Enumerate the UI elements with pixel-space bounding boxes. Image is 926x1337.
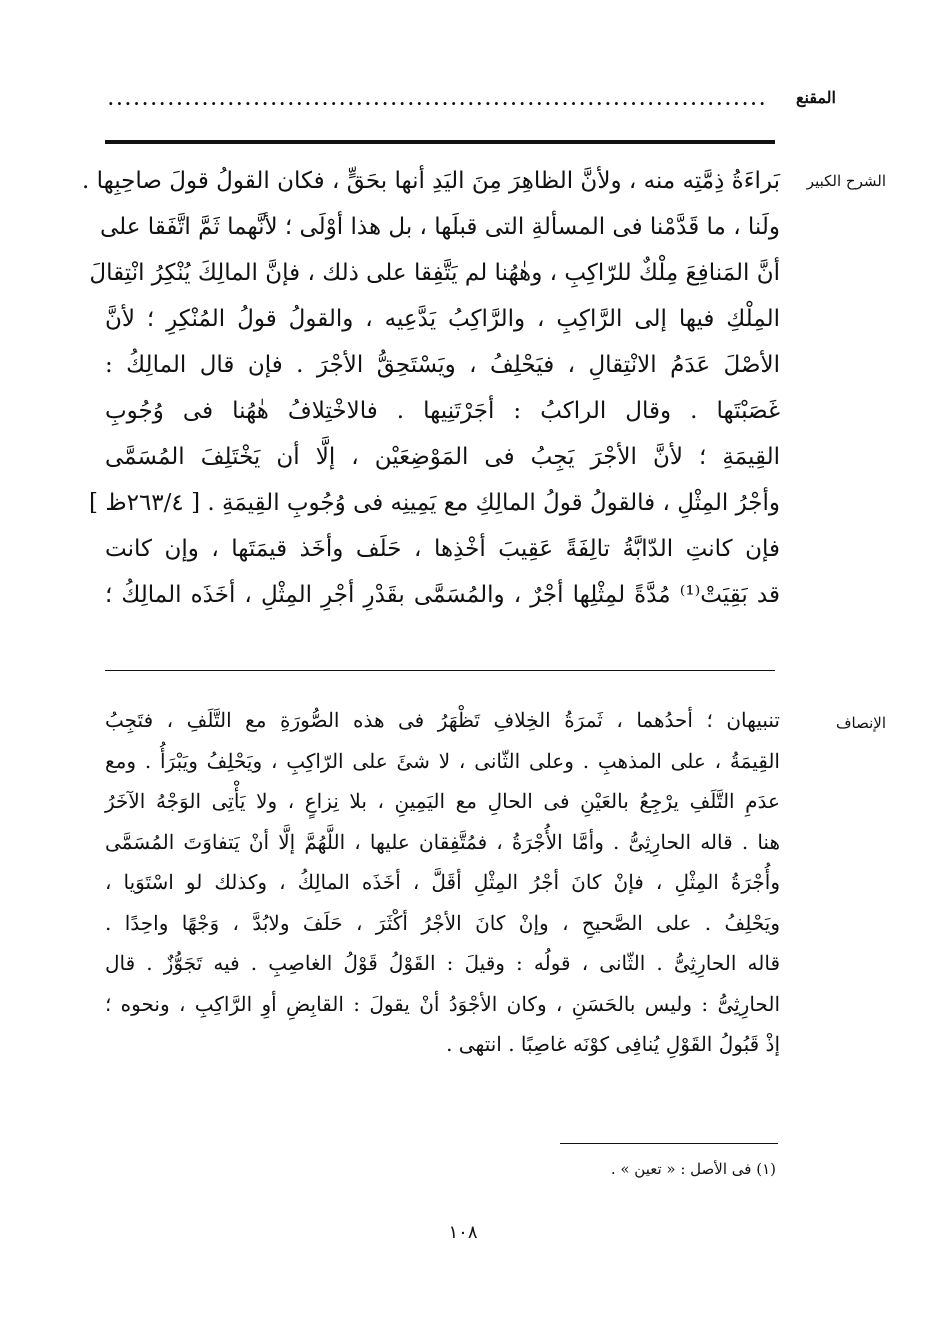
insaf-line: هنا . قاله الحارِثِىُّ . وأمَّا الأُجْرَةُ ، فمُتَّفِقان عليها ، اللَّهُمَّ إلَّا أنْ يَتفاوَتَ المُسَمَّى xyxy=(105,829,780,854)
sharh-line: غَصَبْتَها . وقال الراكبُ : أجَرْتَنِيها . فالاخْتِلافُ هٰهُنا فى وُجُوبِ xyxy=(105,398,780,424)
insaf-line: قاله الحارِثِىُّ . الثّانى ، قولُه : وقيلَ : القَوْلُ قَوْلُ الغاصِبِ . فيه تَجَوُّزٌ . قال xyxy=(105,951,780,975)
sharh-line: القِيمَةِ ؛ لأنَّ الأجْرَ يَجِبُ فى المَوْضِعَيْن ، إلَّا أن يَخْتَلِفَ المُسَمَّى xyxy=(105,444,780,470)
section-label-insaf: الإنصاف xyxy=(835,714,886,732)
footnote-rule xyxy=(560,1143,778,1144)
insaf-line: تنبيهان ؛ أحدُهما ، ثَمرَةُ الخِلافِ تَظْهَرُ فى هذه الصُّورَةِ مع التَّلَفِ ، فتَجِبُ xyxy=(105,708,780,732)
running-header-title: المقنع xyxy=(795,88,836,107)
sharh-line: ولَنا ، ما قَدَّمْنا فى المسألةِ التى قبلَها ، بل هذا أوْلَى ؛ لأنَّهما ثَمَّ اتَّفَقا على xyxy=(99,214,780,240)
sharh-line: أنَّ المَنافِعَ مِلْكٌ للرّاكِبِ ، وهٰهُنا لم يَتَّفِقا على ذلك ، فإنَّ المالِكَ يُنْكِرُ انْتِقالَ xyxy=(89,260,780,286)
sharh-line: فإن كانتِ الدّابَّةُ تالِفَةً عَقِيبَ أخْذِها ، حَلَف وأخَذ قيمَتَها ، وإن كانت xyxy=(105,536,780,562)
insaf-line: الحارِثِىُّ : وليس بالحَسَنِ ، وكان الأجْوَدُ أنْ يقولَ : القابِضِ أوِ الرَّاكِبِ ، ونحوه ؛ xyxy=(105,991,780,1016)
insaf-line: عدَمِ التَّلَفِ يرْجِعُ بالعَيْنِ فى الحالِ مع اليَمِينِ ، بلا نِزاعٍ ، ولا يَأْتِى الوَجْهُ الآخَرُ xyxy=(105,789,780,813)
insaf-line: ويَحْلِفُ . على الصَّحيحِ ، وإنْ كانَ الأجْرُ أكْثَرَ ، حَلَفَ ولابُدَّ ، وَجْهًا واحِدًا . xyxy=(105,910,780,935)
sharh-line: الأصْلَ عَدَمُ الانْتِقالِ ، فيَحْلِفُ ، ويَسْتَحِقُّ الأجْرَ . فإن قال المالِكُ : xyxy=(105,352,780,378)
insaf-text-block xyxy=(105,700,780,1065)
section-label-sharh: الشرح الكبير xyxy=(806,172,886,190)
sharh-line: المِلْكِ فيها إلى الرَّاكِبِ ، والرَّاكِبُ يَدَّعِيه ، والقولُ قولُ المُنْكِرِ ؛ لأنَّ xyxy=(105,306,780,332)
insaf-line: القِيمَةُ ، على المذهبِ . وعلى الثّانى ، لا شئَ على الرّاكِبِ ، ويَحْلِفُ ويَبْرَأُ . ومع xyxy=(105,748,780,773)
sharh-line: بَراءَةُ ذِمَّتِه منه ، ولأنَّ الظاهِرَ مِنَ اليَدِ أنها بحَقٍّ ، فكان القولُ قولَ صاحِبِها . xyxy=(82,168,780,194)
insaf-line: وأُجْرَةُ المِثْلِ ، فإنْ كانَ أجْرُ المِثْلِ أقَلَّ ، أخَذَه المالِكُ ، وكذلك لو اسْتَوَيا ، xyxy=(105,870,780,894)
page-number: ١٠٨ xyxy=(448,1222,478,1243)
insaf-line: إذْ قَبُولُ القَوْلِ يُنافِى كوْنَه غاصِبًا . انتهى . xyxy=(446,1032,780,1056)
header-rule xyxy=(105,140,775,144)
sharh-line: وأجْرُ المِثْلِ ، فالقولُ قولُ المالِكِ مع يَمِينِه فى وُجُوبِ القِيمَةِ . [ ٢٦٣/٤ظ ] xyxy=(89,490,780,516)
sharh-line: قد بَقِيَتْ⁽¹⁾ مُدَّةً لمِثْلِها أجْرٌ ، والمُسَمَّى بقَدْرِ أجْرِ المِثْلِ ، أخَذَه المالِكُ ؛ xyxy=(105,582,781,608)
section-divider xyxy=(105,670,775,671)
footnote: (١) فى الأصل : « تعين » . xyxy=(610,1160,776,1178)
sharh-text-block xyxy=(82,158,781,618)
header-dotted-leader: ............................................................................. xyxy=(108,90,768,109)
